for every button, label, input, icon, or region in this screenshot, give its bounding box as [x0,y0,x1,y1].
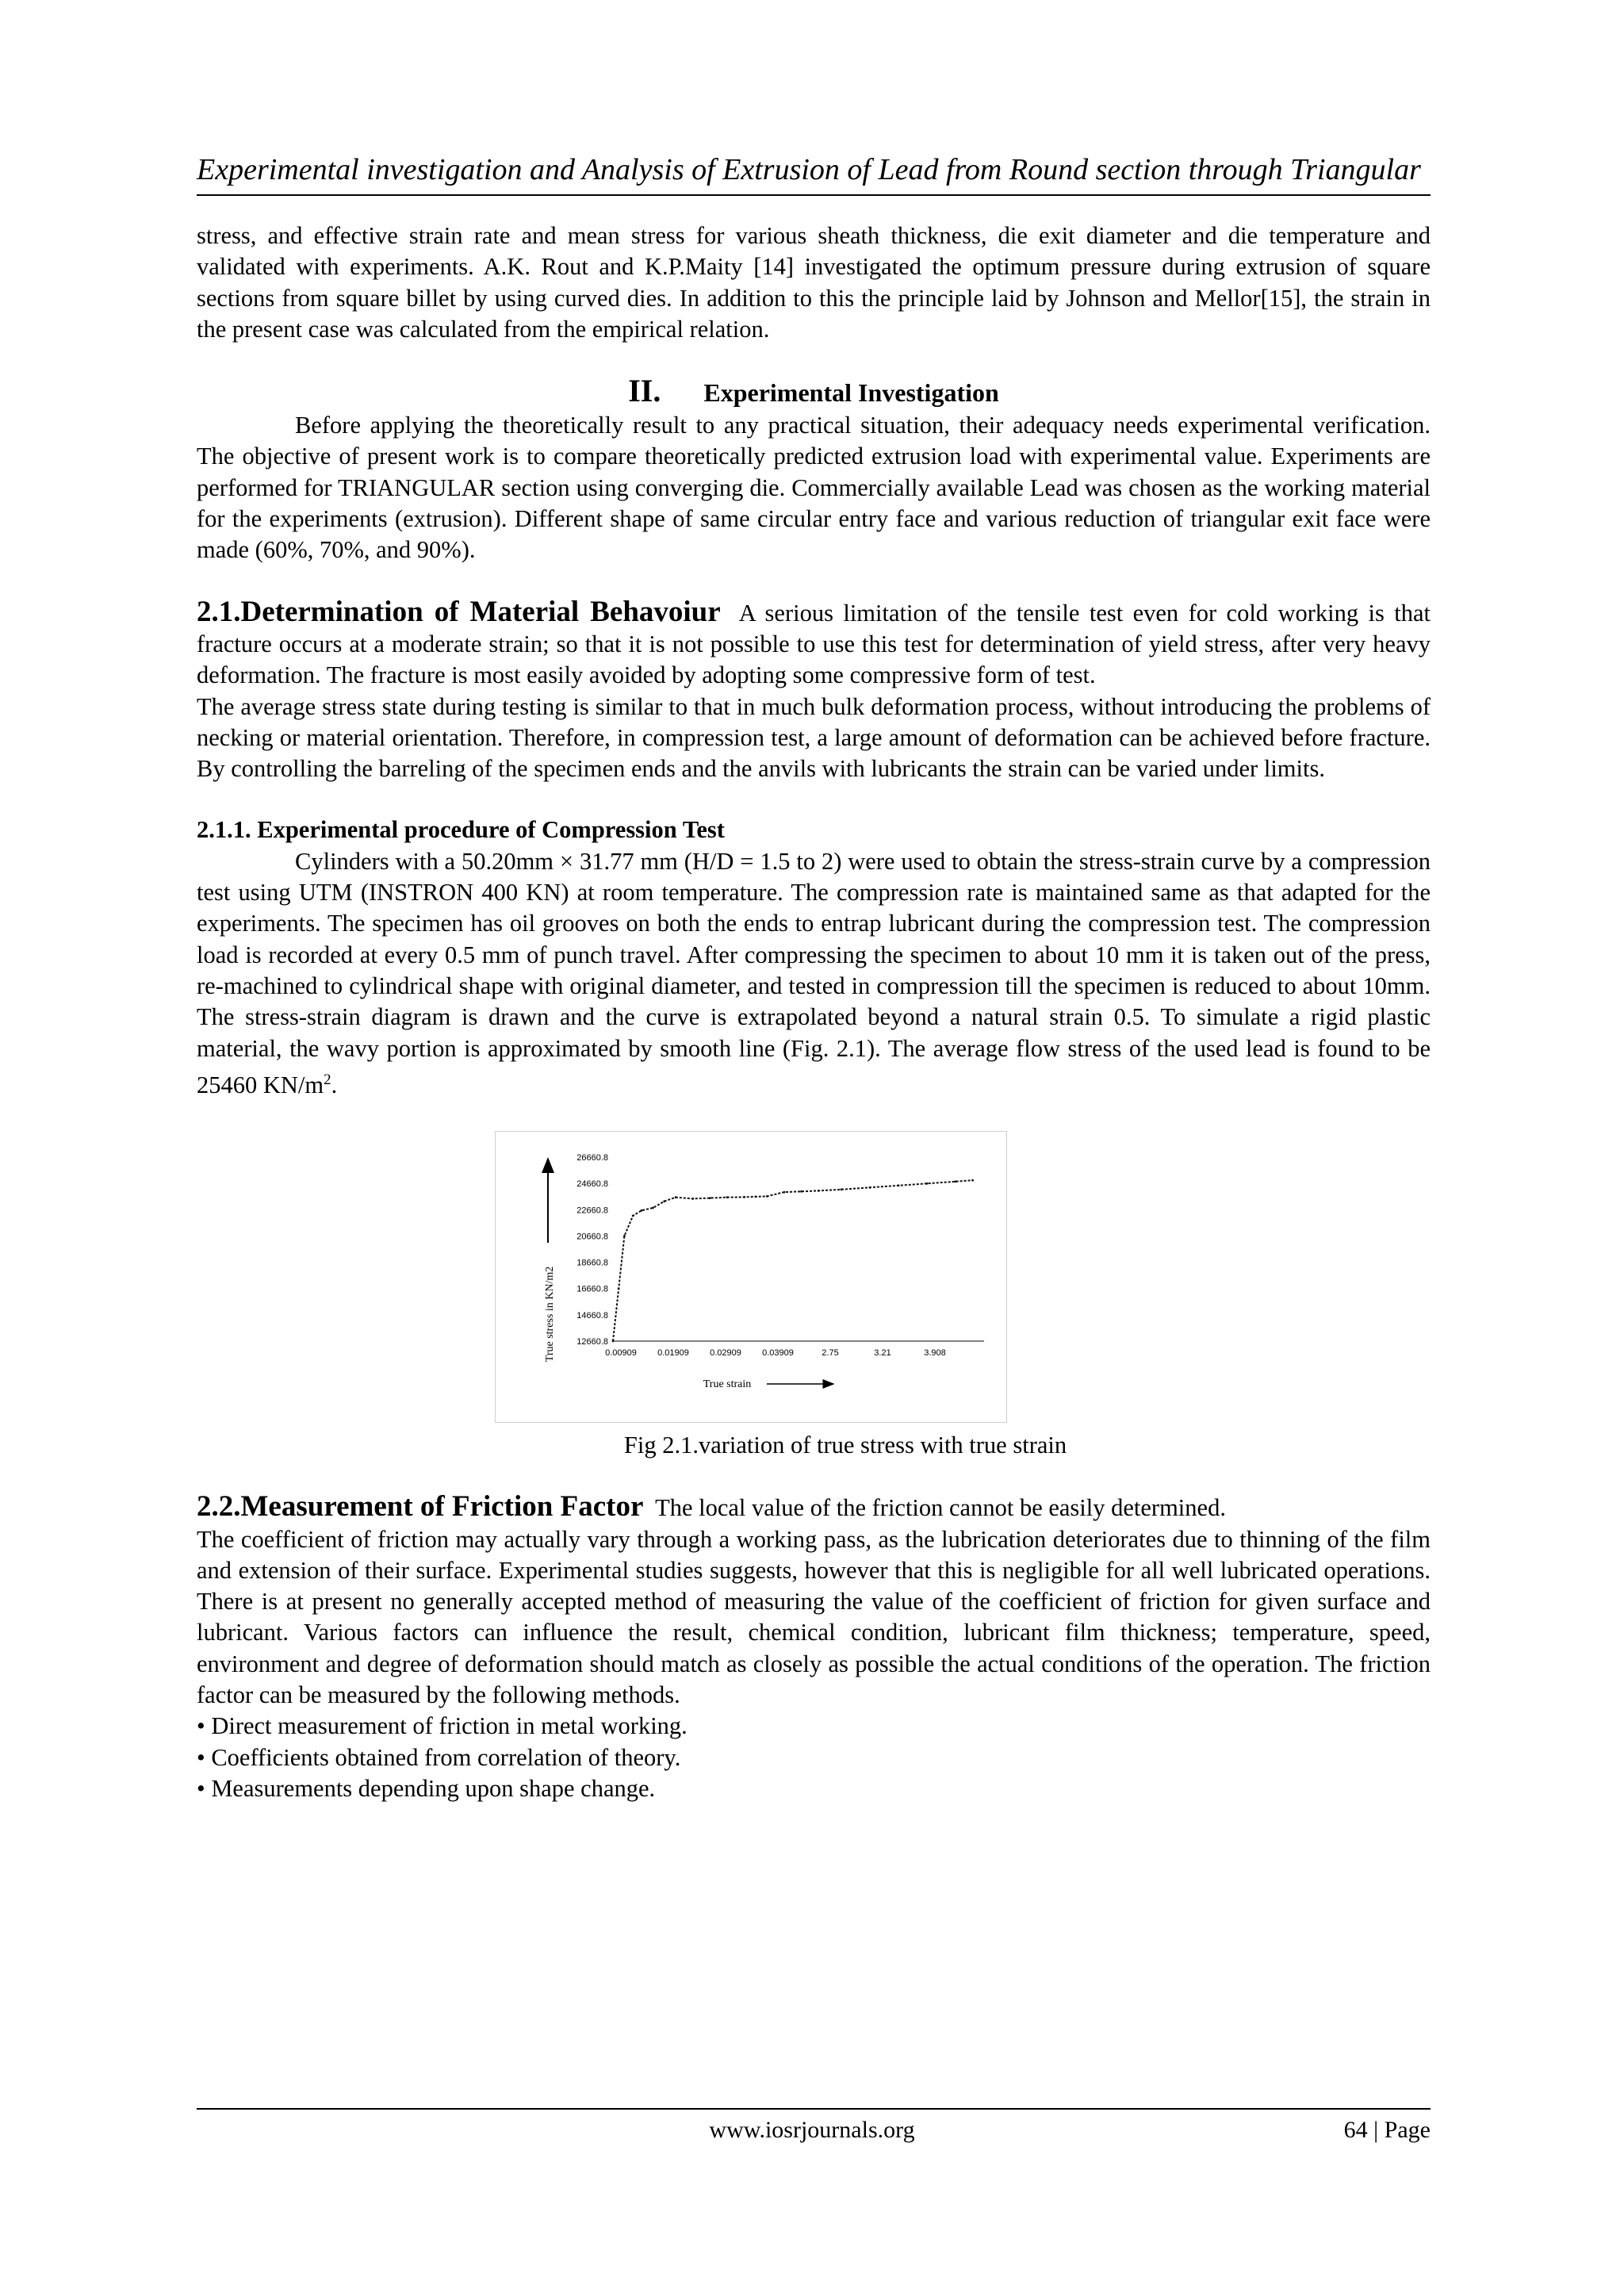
lead-sentence: The local value of the friction cannot be easily determined. [655,1494,1226,1522]
data-point [691,1198,694,1200]
data-point [623,1235,626,1237]
figure-2-1 [495,1131,1007,1423]
data-point [632,1215,634,1217]
section-title: Experimental Investigation [703,378,999,408]
data-point [766,1195,768,1198]
data-point [818,1190,820,1192]
intro-paragraph: stress, and effective strain rate and mean stress for various sheath thickness, die exit diameter and die temperature and validated with experiments. A.K. Rout and K.P.Maity [14] investigated the optimum pressure during extrusion of square sections from square billet by using curved dies. In addition to this the principle laid by Johnson and Mellor[15], the strain in the present case was calculated from the empirical relation. [197,222,1431,343]
footer-url[interactable]: www.iosrjournals.org [709,2117,915,2143]
y-tick-label: 26660.8 [576,1153,608,1163]
data-point [726,1197,729,1199]
friction-paragraph: The coefficient of friction may actually vary through a working pass, as the lubrication deteriorates due to thinning of the film and extension of their surface. Experimental studies suggests, however that this is negligible for all well lubricated operations. There is at present no generally accepted method of measuring the value of the coefficient of friction for given surface and lubricant. Various factors can influence the result, chemical condition, lubricant film thickness; temperature, speed, environment and degree of deformation should match as closely as possible the actual conditions of the operation. The friction factor can be measured by the following methods. [197,1525,1431,1709]
series-line [613,1180,973,1341]
y-tick-label: 14660.8 [576,1311,608,1321]
y-tick-label: 16660.8 [576,1284,608,1294]
procedure-end: . [331,1071,338,1098]
data-point [709,1197,711,1199]
y-tick-label: 20660.8 [576,1232,608,1242]
data-point [800,1190,802,1193]
section-heading [197,374,1431,410]
data-point [783,1191,786,1194]
data-point [675,1197,677,1199]
subsection-2-1-block [197,596,1431,692]
list-item: • Measurements depending upon shape change. [197,1773,1431,1804]
data-point [755,1196,757,1198]
x-tick-label: 0.01909 [657,1348,689,1359]
x-tick-label: 3.21 [874,1348,891,1359]
data-point [612,1340,615,1343]
subsection-paragraph: A serious limitation of the tensile test even for cold working is that fracture occurs at a moderate strain; so that it is not possible to use this test for determination of yield stress, after very heavy deformation. The fracture is most easily avoided by adopting some compressive form of test. [197,599,1431,689]
running-header: Experimental investigation and Analysis of Extrusion of Lead from Round section through Triangular [197,153,1421,186]
data-point [841,1189,843,1191]
data-point [663,1201,665,1203]
data-point [652,1207,654,1209]
stress-strain-chart [496,1132,1006,1422]
y-tick-label: 12660.8 [576,1337,608,1347]
data-point [743,1196,745,1198]
superscript: 2 [324,1071,331,1088]
subsection-heading-2: 2.2.Measurement of Friction Factor [197,1490,644,1524]
data-point [869,1186,871,1189]
x-axis-label: True strain [703,1378,752,1391]
subsection-paragraph-2: The average stress state during testing is similar to that in much bulk deformation process, without introducing the problems of necking or material orientation. Therefore, in compression test, a large amount of deformation can be achieved before fracture. By controlling the barreling of the specimen ends and the anvils with lubricants the strain can be varied under limits. [197,692,1431,783]
x-tick-label: 0.00909 [605,1348,637,1359]
data-point [898,1185,900,1187]
y-tick-label: 18660.8 [576,1258,608,1268]
y-tick-label: 24660.8 [576,1179,608,1190]
list-item: • Direct measurement of friction in metal working. [197,1711,1431,1742]
section-number: II. [628,373,661,409]
subsection-2-2-block [197,1491,1431,1524]
footer-rule [197,2108,1431,2110]
data-point [971,1179,974,1182]
methods-list [197,1711,1431,1804]
x-tick-label: 2.75 [822,1348,839,1359]
y-tick-label: 22660.8 [576,1205,608,1216]
data-point [641,1209,643,1212]
data-point [955,1181,957,1183]
subsection-heading: 2.1.Determination of Material Behavoiur [197,595,721,628]
header-rule [197,194,1431,196]
y-axis-label: True stress in KN/m2 [544,1267,556,1363]
data-point [926,1182,929,1185]
x-tick-label: 0.02909 [710,1348,741,1359]
subsubsection-heading: 2.1.1. Experimental procedure of Compression Test [197,816,725,844]
data-point [618,1288,620,1290]
figure-caption: Fig 2.1.variation of true stress with true strain [623,1432,1067,1459]
list-item: • Coefficients obtained from correlation of theory. [197,1742,1431,1773]
procedure-text: Cylinders with a 50.20mm × 31.77 mm (H/D = 1.5 to 2) were used to obtain the stress-strain curve by a compression test using UTM (INSTRON 400 KN) at room temperature. The compression rate is maintained same as that adapted for the experiments. The specimen has oil grooves on both the ends to entrap lubricant during the compression test. The compression load is recorded at every 0.5 mm of punch travel. After compressing the specimen to about 10 mm it is taken out of the press, re-machined to cylindrical shape with original diameter, and tested in compression till the specimen is reduced to about 10mm. The stress-strain diagram is drawn and the curve is extrapolated beyond a natural strain 0.5. To simulate a rigid plastic material, the wavy portion is approximated by smooth line (Fig. 2.1). The average flow stress of the used lead is found to be 25460 KN/m [197,847,1431,1098]
page-content [197,220,1431,1804]
section-paragraph: Before applying the theoretically result to any practical situation, their adequacy needs experimental verification. The objective of present work is to compare theoretically predicted extrusion load with experimental value. Experiments are performed for TRIANGULAR section using converging die. Commercially available Lead was chosen as the working material for the experiments (extrusion). Different shape of same circular entry face and various reduction of triangular exit face were made (60%, 70%, and 90%). [197,412,1431,564]
x-tick-label: 3.908 [924,1348,946,1359]
procedure-paragraph [197,846,1431,1102]
page-number: 64 | Page [1343,2117,1431,2143]
x-tick-label: 0.03909 [762,1348,794,1359]
